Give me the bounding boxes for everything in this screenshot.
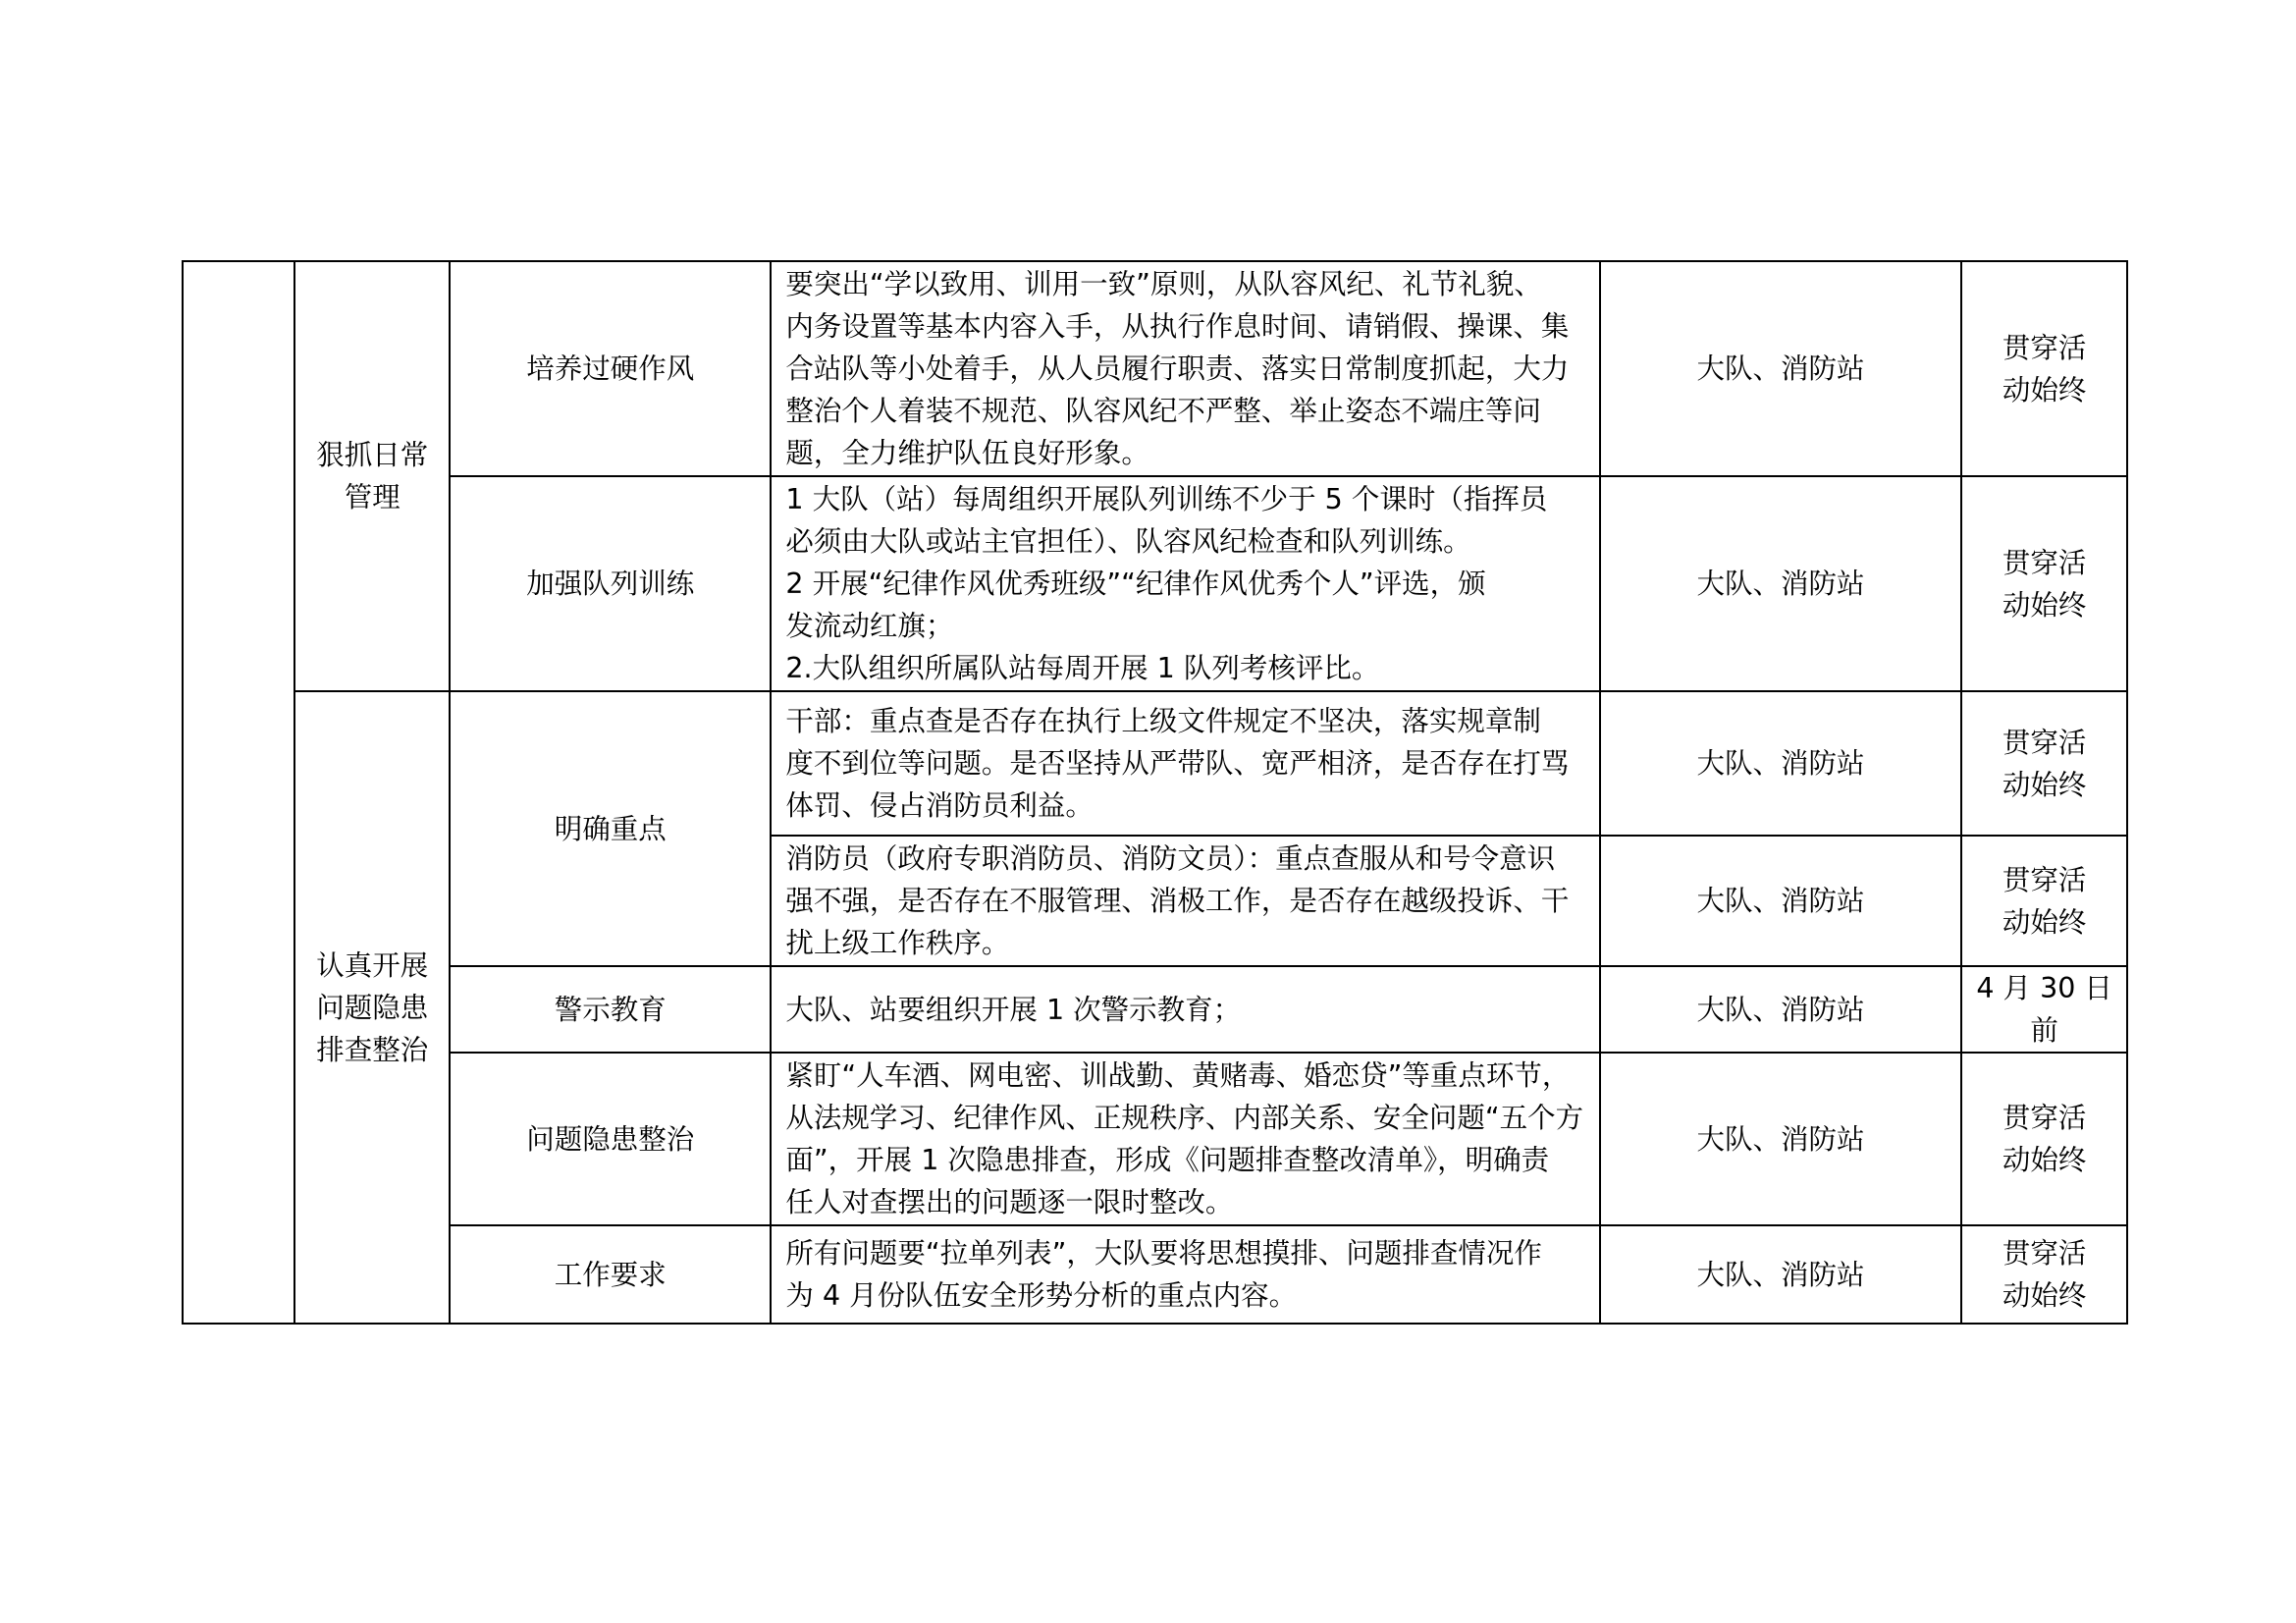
category-cell: 狠抓日常 管理	[294, 261, 450, 691]
content-cell: 所有问题要“拉单列表”，大队要将思想摸排、问题排查情况作 为 4 月份队伍安全形势分析的重点内容。	[771, 1225, 1599, 1324]
content-cell: 1 大队（站）每周组织开展队列训练不少于 5 个课时（指挥员 必须由大队或站主官担任）、队容风纪检查和队列训练。 2 开展“纪律作风优秀班级”“纪律作风优秀个人”评选，颁 发流动红旗； 2.大队组织所属队站每周开展 1 队列考核评比。	[771, 476, 1599, 691]
table-row	[183, 261, 2127, 476]
item-cell: 工作要求	[450, 1225, 771, 1324]
responsible-cell: 大队、消防站	[1600, 476, 1961, 691]
deadline-cell: 贯穿活 动始终	[1961, 691, 2127, 836]
responsible-cell: 大队、消防站	[1600, 966, 1961, 1053]
content-cell: 消防员（政府专职消防员、消防文员）：重点查服从和号令意识 强不强，是否存在不服管理、消极工作，是否存在越级投诉、干 扰上级工作秩序。	[771, 836, 1599, 966]
responsible-cell: 大队、消防站	[1600, 1225, 1961, 1324]
deadline-cell: 贯穿活 动始终	[1961, 836, 2127, 966]
responsible-cell: 大队、消防站	[1600, 691, 1961, 836]
deadline-cell: 4 月 30 日 前	[1961, 966, 2127, 1053]
responsible-cell: 大队、消防站	[1600, 1053, 1961, 1225]
item-cell: 警示教育	[450, 966, 771, 1053]
item-cell: 加强队列训练	[450, 476, 771, 691]
table-row	[183, 966, 2127, 1053]
work-plan-table	[182, 260, 2128, 1325]
deadline-cell: 贯穿活 动始终	[1961, 1053, 2127, 1225]
table-row	[183, 476, 2127, 691]
content-cell: 大队、站要组织开展 1 次警示教育；	[771, 966, 1599, 1053]
table-row	[183, 1225, 2127, 1324]
index-cell	[183, 261, 294, 1324]
content-cell: 要突出“学以致用、训用一致”原则，从队容风纪、礼节礼貌、 内务设置等基本内容入手，从执行作息时间、请销假、操课、集 合站队等小处着手，从人员履行职责、落实日常制度抓起，大力 整治个人着装不规范、队容风纪不严整、举止姿态不端庄等问 题，全力维护队伍良好形象。	[771, 261, 1599, 476]
item-cell: 问题隐患整治	[450, 1053, 771, 1225]
responsible-cell: 大队、消防站	[1600, 836, 1961, 966]
table-row	[183, 1053, 2127, 1225]
category-cell: 认真开展 问题隐患 排查整治	[294, 691, 450, 1324]
item-cell: 明确重点	[450, 691, 771, 966]
responsible-cell: 大队、消防站	[1600, 261, 1961, 476]
deadline-cell: 贯穿活 动始终	[1961, 476, 2127, 691]
item-cell: 培养过硬作风	[450, 261, 771, 476]
content-cell: 紧盯“人车酒、网电密、训战勤、黄赌毒、婚恋贷”等重点环节， 从法规学习、纪律作风、正规秩序、内部关系、安全问题“五个方 面”，开展 1 次隐患排查，形成《问题排查整改清单》，明确责 任人对查摆出的问题逐一限时整改。	[771, 1053, 1599, 1225]
content-cell: 干部：重点查是否存在执行上级文件规定不坚决，落实规章制 度不到位等问题。是否坚持从严带队、宽严相济，是否存在打骂 体罚、侵占消防员利益。	[771, 691, 1599, 836]
deadline-cell: 贯穿活 动始终	[1961, 1225, 2127, 1324]
table-row	[183, 691, 2127, 836]
deadline-cell: 贯穿活 动始终	[1961, 261, 2127, 476]
